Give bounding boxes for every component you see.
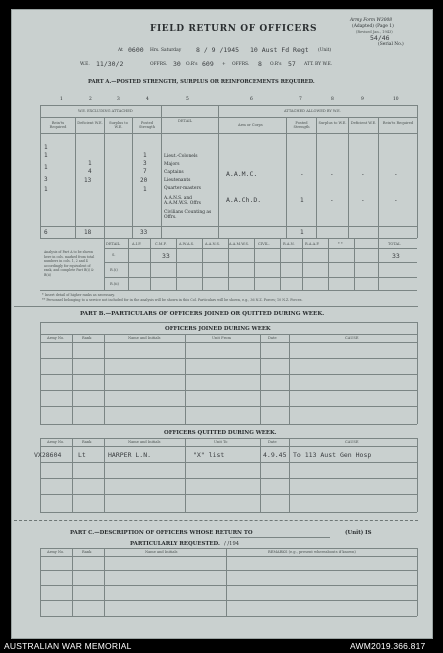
analysis-col: A.I.F. [132, 242, 142, 246]
offrs-value: 30 [173, 60, 181, 68]
hrs-label: Hrs. Saturday [150, 48, 182, 53]
rank-label: Lieut.-Colonels [164, 154, 198, 159]
col-number: 2 [89, 97, 92, 102]
analysis-col: CIVIL. [258, 242, 270, 246]
attached-posted: - [300, 171, 304, 178]
rank-label: Majors [164, 162, 180, 167]
we-value: 11/30/2 [96, 60, 124, 68]
part-c-col: Rank [82, 550, 92, 554]
form-ref-1: Army Form W3008 [350, 18, 393, 23]
analysis-total-value: 33 [392, 252, 400, 260]
analysis-col: R.A.N. [283, 242, 295, 246]
joined-col: Name and Initials [128, 336, 161, 340]
col1-value: 1 [44, 164, 48, 171]
attached-reints: - [394, 171, 398, 178]
quitted-col: Army No. [47, 440, 65, 444]
part-b-title: PART B.—PARTICULARS OF OFFICERS JOINED OR QUITTED DURING WEEK. [80, 311, 325, 317]
col-head: Surplus to W.E. [109, 121, 128, 129]
joined-title: OFFICERS JOINED DURING WEEK [165, 326, 271, 332]
col2-value: 4 [88, 168, 92, 175]
rank-label: Quarter-masters [164, 186, 201, 191]
analysis-col: A.W.A.S. [179, 242, 195, 246]
quitted-col: Name and Initials [128, 440, 161, 444]
rank-label: Lieutenants [164, 178, 191, 183]
quitted-col: Rank [82, 440, 92, 444]
joined-col: Date [268, 336, 277, 340]
part-c-requested: PARTICULARLY REQUESTED. [130, 541, 220, 547]
analysis-col: * * [338, 242, 343, 246]
total-col7: 1 [300, 229, 304, 236]
col1-value: 1 [44, 144, 48, 151]
col-head: Rein'ts Required [49, 121, 67, 129]
col-head: DETAIL [178, 119, 193, 123]
part-c-col: REMARKS (e.g., present whereabouts if known) [268, 550, 356, 554]
att-label: ATT. BY W.E. [304, 62, 333, 67]
total-col2: 18 [84, 229, 92, 236]
footer-right: AWM2019.366.817 [350, 641, 426, 651]
analysis-row: S. [112, 253, 116, 257]
quitted-cause: To 113 Aust Gen Hosp [293, 451, 372, 459]
ors-label: O.R's [186, 62, 198, 67]
plus-sign: + [222, 62, 226, 67]
col1-value: 3 [44, 176, 48, 183]
attached-surplus: - [330, 197, 334, 204]
form-ref-2: (Adapted) (Page 1) [352, 24, 394, 29]
we-label: W.E. [80, 62, 90, 67]
analysis-aif-value: 33 [162, 252, 170, 260]
part-a-title: PART A.—POSTED STRENGTH, SURPLUS OR REINFORCEMENTS REQUIRED. [88, 79, 315, 85]
col4-value: 1 [143, 152, 147, 159]
col-number: 6 [250, 97, 253, 102]
col-number: 1 [60, 97, 63, 102]
col-number: 9 [361, 97, 364, 102]
col-head: Deficient W.E. [77, 121, 103, 125]
col-number: 10 [393, 97, 399, 102]
analysis-col: A.A.N.S. [205, 242, 221, 246]
quitted-col: Date [268, 440, 277, 444]
quitted-col: Unit To [214, 440, 228, 444]
joined-col: CAUSE [345, 336, 359, 340]
col-number: 7 [299, 97, 302, 102]
attached-deficient: - [361, 171, 365, 178]
part-c-title: PART C.—DESCRIPTION OF OFFICERS WHOSE RETURN TO [70, 530, 253, 536]
part-c-date-blank: / /194 [224, 541, 240, 547]
time-value: 0600 [128, 46, 144, 54]
joined-col: Rank [82, 336, 92, 340]
joined-col: Unit From [212, 336, 231, 340]
analysis-note: Analysis of Part A to be shown here in cols. marked from total numbers in cols. 1, 2 and 4 accordingly for equivalent of rank, and complete Part B(i) & B(ii) [44, 250, 95, 277]
attached-surplus: - [330, 171, 334, 178]
analysis-row: R.(ii) [110, 282, 119, 286]
analysis-col: C.M.F. [155, 242, 167, 246]
analysis-row: R.(i) [110, 268, 118, 272]
col-number: 8 [331, 97, 334, 102]
col2-value: 13 [84, 177, 92, 184]
footnote-2: ** Personnel belonging to a service not included for in the analysis will be shown in this Col. Particulars will be shown, e.g., 36 N.Z. Forces; 10 N.Z. Forces. [42, 298, 303, 302]
attached-deficient: - [361, 197, 365, 204]
unit-value: 10 Aust Fd Regt [250, 46, 309, 54]
rank-label: A.A.N.S. and A.A.M.W.S. Offrs [164, 196, 201, 206]
quitted-army-no: VX28604 [34, 451, 62, 459]
quitted-title: OFFICERS QUITTED DURING WEEK. [164, 430, 277, 436]
group-right-label: ATTACHED ALLOWED BY W.E. [284, 109, 341, 113]
quitted-name: HARPER L.N. [108, 451, 152, 459]
col1-value: 1 [44, 186, 48, 193]
serial-number: 54/46 [370, 34, 390, 42]
rank-label: Civilians Counting as Offrs. [164, 210, 212, 220]
form-ref-3: (Revised Jan., 1943) [356, 30, 393, 34]
joined-col: Army No. [47, 336, 65, 340]
col2-value: 1 [88, 160, 92, 167]
at-label: At [118, 48, 123, 53]
attached-reints: - [394, 197, 398, 204]
analysis-col: DETAIL [106, 242, 121, 246]
date-value: 8 / 9 /1945 [196, 46, 240, 54]
col4-value: 1 [143, 186, 147, 193]
attached-posted: 1 [300, 197, 304, 204]
total-col4: 33 [140, 229, 148, 236]
col-head: Rein'ts Required [382, 121, 414, 125]
rank-label: Captains [164, 170, 184, 175]
offrs2-value: 8 [258, 60, 262, 68]
col1-value: 1 [44, 152, 48, 159]
group-left-label: W.E. EXCLUDING ATTACHED [78, 109, 133, 113]
attached-arm: A.A.Ch.D. [226, 196, 262, 204]
col-head: Posted Strength [138, 121, 156, 129]
analysis-col: TOTAL [388, 242, 401, 246]
unit-label: (Unit) [318, 48, 332, 53]
serial-label: (Serial No.) [378, 42, 404, 47]
col-number: 4 [146, 97, 149, 102]
quitted-date: 4.9.45 [263, 451, 287, 459]
attached-arm: A.A.M.C. [226, 170, 258, 178]
quitted-rank: Lt [78, 451, 86, 459]
form-title: FIELD RETURN OF OFFICERS [150, 24, 318, 34]
analysis-col: R.A.A.F. [305, 242, 320, 246]
quitted-col: CAUSE [345, 440, 359, 444]
ors2-label: O.R's [270, 62, 282, 67]
col4-value: 20 [140, 177, 148, 184]
col-head: Posted Strength [293, 121, 310, 129]
ors-value: 609 [202, 60, 214, 68]
col-number: 3 [117, 97, 120, 102]
col-head: Arm or Corps [238, 123, 263, 127]
col-head: Deficient W.E. [350, 121, 377, 125]
part-c-col: Name and Initials [145, 550, 178, 554]
col-number: 5 [186, 97, 189, 102]
col-head: Surplus to W.E. [318, 121, 347, 125]
offrs-label: OFFRS. [150, 62, 168, 67]
footer-left: AUSTRALIAN WAR MEMORIAL [4, 641, 132, 651]
col4-value: 7 [143, 168, 147, 175]
analysis-col: A.A.M.W.S. [229, 242, 249, 246]
offrs2-label: OFFRS. [232, 62, 250, 67]
footnote-1: * Insert detail of higher ranks as necessary. [42, 293, 115, 297]
part-c-col: Army No. [47, 550, 65, 554]
total-col1: 6 [44, 229, 48, 236]
col4-value: 3 [143, 160, 147, 167]
quitted-unit: "X" list [193, 451, 225, 459]
ors2-value: 57 [288, 60, 296, 68]
part-c-unit-label: (Unit) IS [345, 530, 372, 536]
